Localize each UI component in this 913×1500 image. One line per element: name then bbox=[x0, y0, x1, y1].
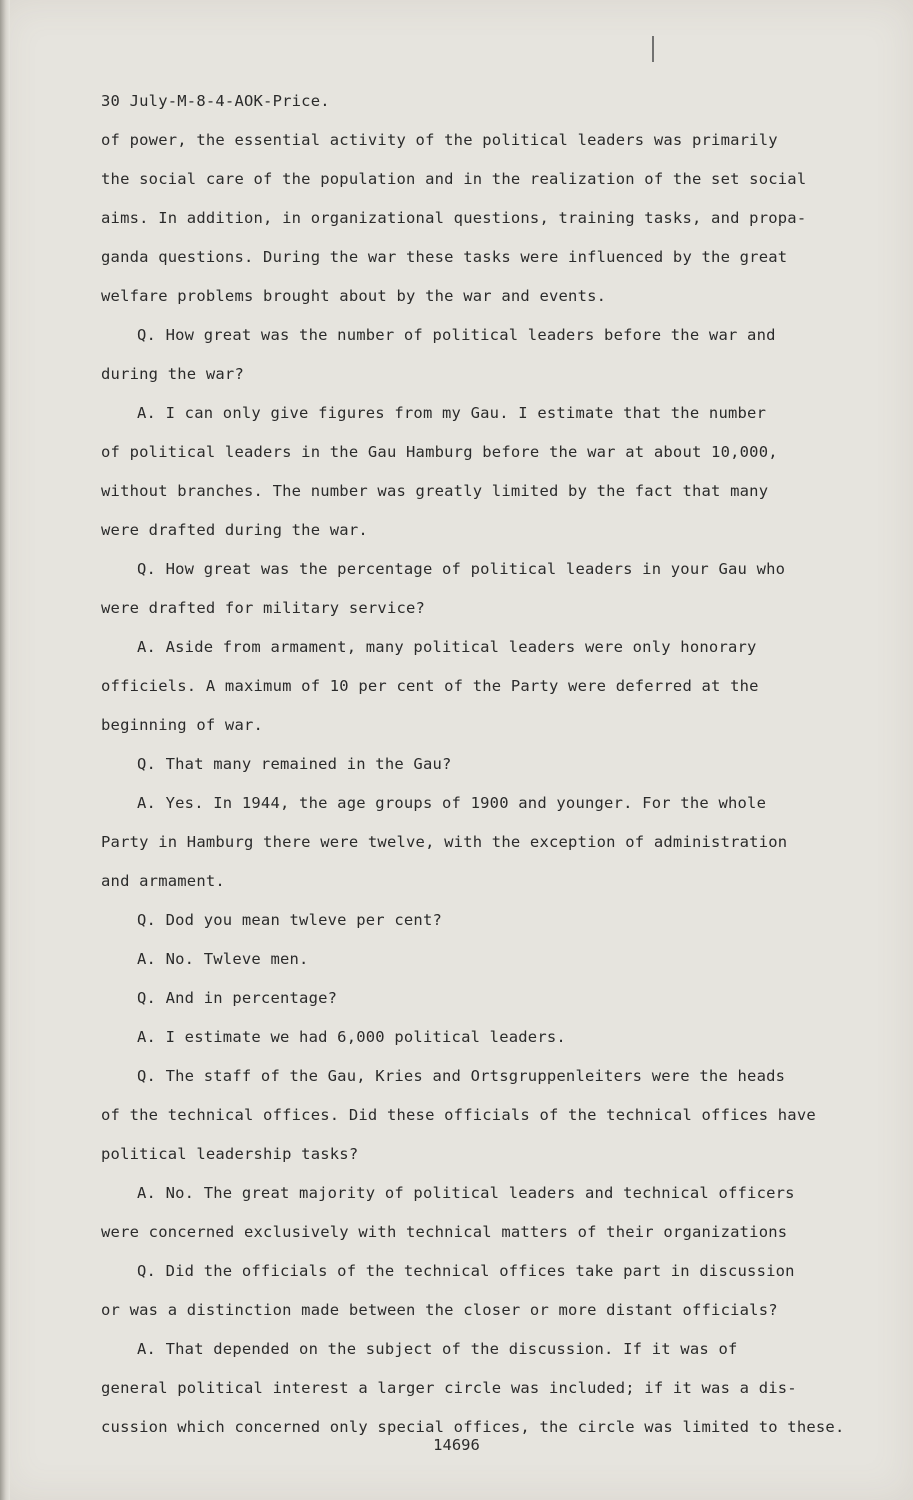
answer: A. I can only give figures from my Gau. I estimate that the number of political leaders in the Gau Hamburg before the war at about 10,000, without branches. The number was greatly limited by the fact that many were drafted during the war. bbox=[101, 404, 778, 539]
paragraph: of power, the essential activity of the political leaders was primarily the social care of the population and in the realization of the set social aims. In addition, in organizational questions, training tasks, and propa- ganda questions. During the war these tasks were influenced by the great welfare problems brought about by the war and events. bbox=[101, 131, 807, 305]
answer: A. I estimate we had 6,000 political leaders. bbox=[137, 1028, 566, 1046]
transcript-body bbox=[101, 82, 861, 1447]
question: Q. That many remained in the Gau? bbox=[137, 755, 452, 773]
answer: A. Yes. In 1944, the age groups of 1900 and younger. For the whole Party in Hamburg there were twelve, with the exception of administration and armament. bbox=[101, 794, 788, 890]
page-edge bbox=[0, 0, 10, 1500]
question: Q. The staff of the Gau, Kries and Ortsgruppenleiters were the heads of the technical offices. Did these officials of the technical offices have political leadership tasks? bbox=[101, 1067, 816, 1163]
answer: A. Aside from armament, many political leaders were only honorary officiels. A maximum of 10 per cent of the Party were deferred at the beginning of war. bbox=[101, 638, 759, 734]
margin-mark bbox=[652, 36, 654, 62]
answer: A. No. Twleve men. bbox=[137, 950, 309, 968]
page-number: 14696 bbox=[433, 1436, 480, 1454]
page-header: 30 July-M-8-4-AOK-Price. bbox=[101, 92, 330, 110]
answer: A. That depended on the subject of the discussion. If it was of general political interest a larger circle was included; if it was a dis- cussion which concerned only special offices, the circle was limited to these. bbox=[101, 1340, 845, 1436]
answer: A. No. The great majority of political leaders and technical officers were concerned exclusively with technical matters of their organizations bbox=[101, 1184, 795, 1241]
question: Q. How great was the number of political leaders before the war and during the war? bbox=[101, 326, 776, 383]
question: Q. How great was the percentage of political leaders in your Gau who were drafted for military service? bbox=[101, 560, 786, 617]
question: Q. Did the officials of the technical offices take part in discussion or was a distinction made between the closer or more distant officials? bbox=[101, 1262, 795, 1319]
question: Q. Dod you mean twleve per cent? bbox=[137, 911, 443, 929]
question: Q. And in percentage? bbox=[137, 989, 338, 1007]
